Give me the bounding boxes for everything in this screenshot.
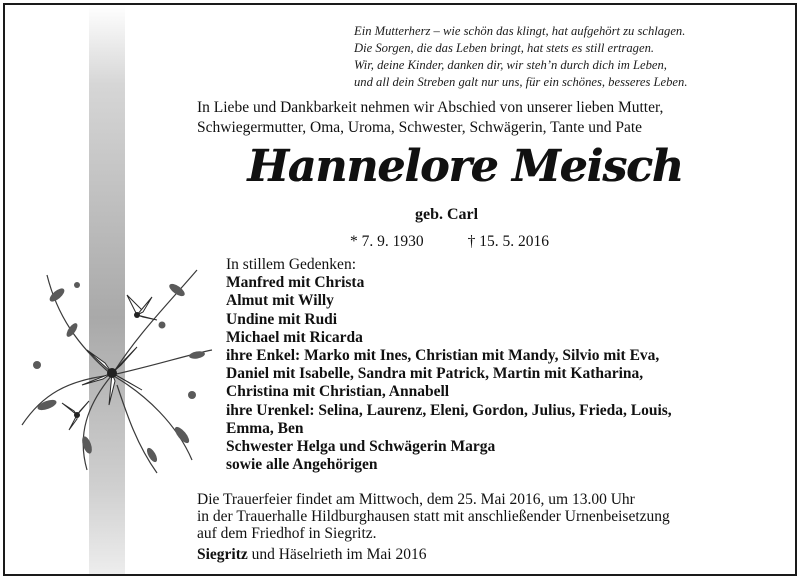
lily-bouquet-illustration [17, 255, 217, 475]
poem-line: Die Sorgen, die das Leben bringt, hat stets es still ertragen. [354, 41, 655, 55]
life-dates [350, 232, 549, 252]
mourner-line: Christina mit Christian, Annabell [226, 383, 450, 401]
funeral-line: Die Trauerfeier findet am Mittwoch, dem 25. Mai 2016, um 13.00 Uhr [197, 491, 635, 508]
mourner-line: Daniel mit Isabelle, Sandra mit Patrick, Martin mit Katharina, [226, 365, 644, 383]
poem-line: und all dein Streben galt nur uns, für ein schönes, besseres Leben. [354, 75, 688, 89]
mourner-line: ihre Enkel: Marko mit Ines, Christian mit Mandy, Silvio mit Eva, [226, 347, 660, 365]
mourner-line: sowie alle Angehörigen [226, 456, 378, 474]
death-date: † 15. 5. 2016 [467, 233, 549, 250]
poem-line: Ein Mutterherz – wie schön das klingt, hat aufgehört zu schlagen. [354, 24, 686, 38]
closing-line [197, 545, 426, 565]
funeral-line: in der Trauerhalle Hildburghausen statt mit anschließender Urnenbeisetzung [197, 508, 670, 525]
closing-rest: und Häselrieth im Mai 2016 [247, 546, 427, 563]
deceased-name: Hannelore Meisch [247, 141, 683, 192]
farewell-intro [197, 98, 663, 138]
intro-line: Schwiegermutter, Oma, Uroma, Schwester, Schwägerin, Tante und Pate [197, 119, 643, 136]
mourners-list [226, 256, 672, 474]
mourner-line: Manfred mit Christa [226, 274, 365, 292]
poem-line: Wir, deine Kinder, danken dir, wir steh’n durch dich im Leben, [354, 58, 667, 72]
closing-place: Siegritz [197, 546, 248, 563]
birth-date: * 7. 9. 1930 [350, 233, 424, 250]
mourner-line: Emma, Ben [226, 419, 304, 437]
mourner-line: Schwester Helga und Schwägerin Marga [226, 438, 496, 456]
obituary-notice [3, 3, 797, 576]
funeral-details [197, 491, 670, 542]
mourner-line: Undine mit Rudi [226, 310, 338, 328]
mourners-lead: In stillem Gedenken: [226, 256, 356, 273]
intro-line: In Liebe und Dankbarkeit nehmen wir Abschied von unserer lieben Mutter, [197, 99, 664, 116]
maiden-name: geb. Carl [415, 206, 479, 223]
mourner-line: ihre Urenkel: Selina, Laurenz, Eleni, Gordon, Julius, Frieda, Louis, [226, 401, 672, 419]
mourner-line: Almut mit Willy [226, 292, 334, 310]
memorial-poem [354, 23, 794, 91]
mourner-line: Michael mit Ricarda [226, 328, 363, 346]
funeral-line: auf dem Friedhof in Siegritz. [197, 525, 377, 542]
